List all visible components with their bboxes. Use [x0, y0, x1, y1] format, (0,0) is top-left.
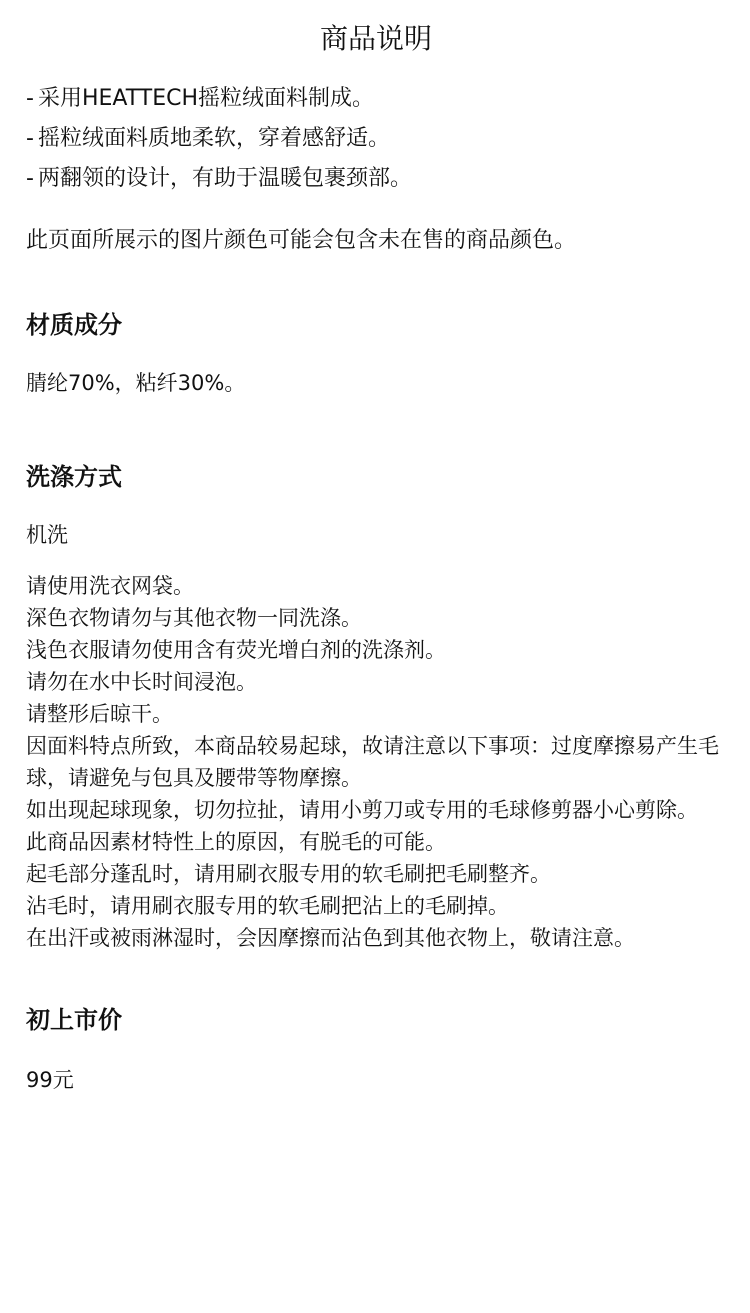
care-instructions	[26, 570, 726, 954]
color-notice: 此页面所展示的图片颜色可能会包含未在售的商品颜色。	[26, 228, 577, 253]
feature-text: 采用HEATTECH摇粒绒面料制成。	[37, 86, 375, 111]
feature-item	[26, 79, 726, 119]
material-heading: 材质成分	[26, 311, 122, 339]
feature-text: 两翻领的设计，有助于温暖包裹颈部。	[37, 166, 412, 191]
feature-list	[26, 79, 726, 199]
care-instruction: 请整形后晾干。	[26, 702, 173, 726]
bullet-marker: -	[26, 126, 34, 151]
care-instruction: 在出汗或被雨淋湿时，会因摩擦而沾色到其他衣物上，敬请注意。	[26, 926, 635, 950]
care-instruction: 因面料特点所致，本商品较易起球，故请注意以下事项：过度摩擦易产生毛球，请避免与包具及腰带等物摩擦。	[26, 734, 719, 790]
material-composition: 腈纶70%，粘纤30%。	[26, 371, 246, 395]
price-heading: 初上市价	[26, 1006, 122, 1034]
care-instruction: 浅色衣服请勿使用含有荧光增白剂的洗涤剂。	[26, 638, 446, 662]
bullet-marker: -	[26, 166, 34, 191]
feature-item	[26, 119, 726, 159]
care-instruction: 深色衣物请勿与其他衣物一同洗涤。	[26, 606, 362, 630]
care-instruction: 起毛部分蓬乱时，请用刷衣服专用的软毛刷把毛刷整齐。	[26, 862, 551, 886]
feature-text: 摇粒绒面料质地柔软，穿着感舒适。	[37, 126, 390, 151]
bullet-marker: -	[26, 86, 34, 111]
care-instruction: 请勿在水中长时间浸泡。	[26, 670, 257, 694]
care-instruction: 此商品因素材特性上的原因，有脱毛的可能。	[26, 830, 446, 854]
care-instruction: 请使用洗衣网袋。	[26, 574, 194, 598]
washing-method: 机洗	[26, 523, 68, 547]
page-title: 商品说明	[319, 22, 432, 55]
washing-heading: 洗涤方式	[26, 463, 122, 491]
care-instruction: 如出现起球现象，切勿拉扯，请用小剪刀或专用的毛球修剪器小心剪除。	[26, 798, 698, 822]
launch-price: 99元	[26, 1068, 74, 1092]
care-instruction: 沾毛时，请用刷衣服专用的软毛刷把沾上的毛刷掉。	[26, 894, 509, 918]
feature-item	[26, 159, 726, 199]
